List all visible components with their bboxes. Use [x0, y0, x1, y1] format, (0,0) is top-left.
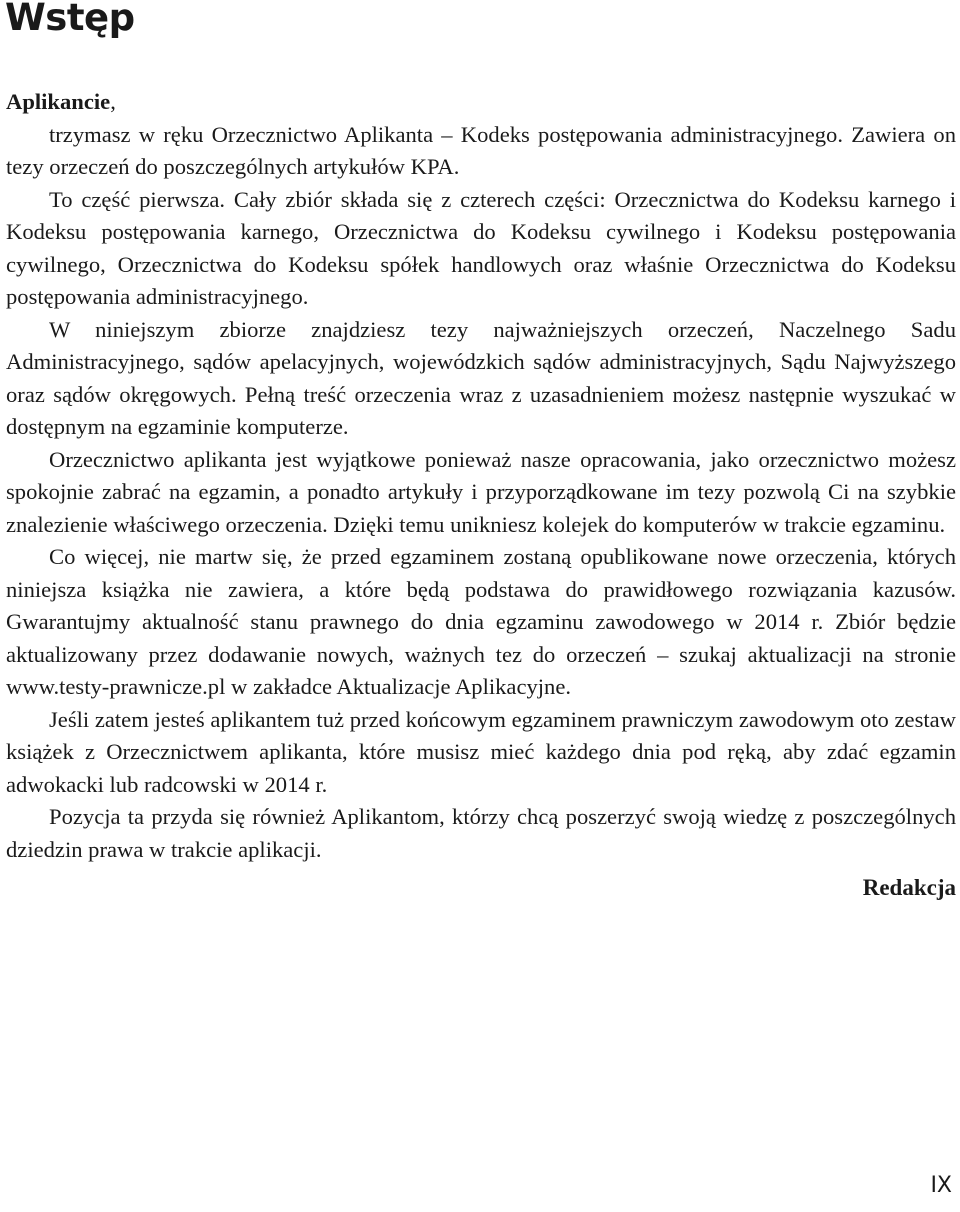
paragraph-audience: Jeśli zatem jesteś aplikantem tuż przed końcowym egzaminem prawniczym zawodowym oto zestaw książek z Orzecznictwem aplikanta, które musisz mieć każdego dnia pod ręką, aby zdać egzamin adwokacki lub radcowski w 2014 r.	[6, 706, 956, 797]
page-title: Wstęp	[5, 0, 135, 39]
page-number: IX	[930, 1173, 952, 1198]
paragraph-uniqueness: Orzecznictwo aplikanta jest wyjątkowe ponieważ nasze opracowania, jako orzecznictwo możesz spokojnie zabrać na egzamin, a ponadto artykuły i przyporządkowane im tezy pozwolą Ci na szybkie znalezienie właściwego orzeczenia. Dzięki temu unikniesz kolejek do komputerów w trakcie egzaminu.	[6, 446, 956, 537]
paragraph-court-rulings: W niniejszym zbiorze znajdziesz tezy najważniejszych orzeczeń, Naczelnego Sadu Administracyjnego, sądów apelacyjnych, wojewódzkich sądów administracyjnych, Sądu Najwyższego oraz sądów okręgowych. Pełną treść orzeczenia wraz z uzasadnieniem możesz następnie wyszukać w dostępnym na egzaminie komputerze.	[6, 316, 956, 439]
salutation-punctuation: ,	[110, 89, 116, 114]
signature: Redakcja	[862, 875, 956, 900]
paragraph-collection-parts: To część pierwsza. Cały zbiór składa się z czterech części: Orzecznictwa do Kodeksu karnego i Kodeksu postępowania karnego, Orzecznictwa do Kodeksu cywilnego i Kodeksu postępowania cywilnego, Orzecznictwa do Kodeksu spółek handlowych oraz właśnie Orzecznictwa do Kodeksu postępowania administracyjnego.	[6, 186, 956, 309]
paragraph-intro: trzymasz w ręku Orzecznictwo Aplikanta – Kodeks postępowania administracyjnego. Zawiera on tezy orzeczeń do poszczególnych artykułów KPA.	[6, 121, 956, 179]
paragraph-also-useful: Pozycja ta przyda się również Aplikantom, którzy chcą poszerzyć swoją wiedzę z poszczególnych dziedzin prawa w trakcie aplikacji.	[6, 804, 956, 862]
document-body	[6, 86, 956, 905]
salutation-name: Aplikancie	[6, 89, 111, 114]
salutation	[6, 86, 956, 119]
paragraph-updates: Co więcej, nie martw się, że przed egzaminem zostaną opublikowane nowe orzeczenia, których niniejsza książka nie zawiera, a które będą podstawa do prawidłowego rozwiązania kazusów. Gwarantujmy aktualność stanu prawnego do dnia egzaminu zawodowego w 2014 r. Zbiór będzie aktualizowany przez dodawanie nowych, ważnych tez do orzeczeń – szukaj aktualizacji na stronie www.testy-prawnicze.pl w zakładce Aktualizacje Aplikacyjne.	[6, 544, 956, 699]
